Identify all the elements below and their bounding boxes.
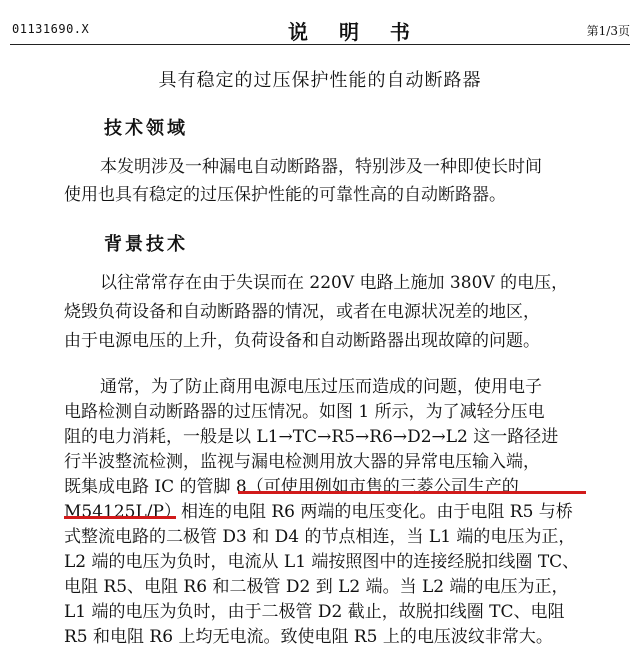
text-line: 电阻 R5、电阻 R6 和二极管 D2 到 L2 端。当 L2 端的电压为正， <box>64 577 569 597</box>
text-line: 既集成电路 IC 的管脚 8（可使用例如市售的三菱公司生产的 <box>64 477 519 497</box>
text-line: 使用也具有稳定的过压保护性能的可靠性高的自动断路器。 <box>64 185 506 205</box>
text-line: M54125L/P）相连的电阻 R6 两端的电压变化。由于电阻 R5 与桥 <box>64 502 573 522</box>
text-line: 通常，为了防止商用电源电压过压而造成的问题，使用电子 <box>100 377 542 397</box>
page-header <box>0 0 640 46</box>
document-type: 说 明 书 <box>288 20 422 44</box>
red-underline-annotation <box>64 516 176 519</box>
text-line: 式整流电路的二极管 D3 和 D4 的节点相连，当 L1 端的电压为正， <box>64 527 576 547</box>
text-line: 阻的电力消耗，一般是以 L1→TC→R5→R6→D2→L2 这一路径进 <box>64 427 559 447</box>
background-paragraph-1 <box>64 268 578 358</box>
text-line: 电路检测自动断路器的过压情况。如图 1 所示，为了减轻分压电 <box>64 402 545 422</box>
document-id: 01131690.X <box>12 22 90 36</box>
text-line: 本发明涉及一种漏电自动断路器，特别涉及一种即使长时间 <box>100 157 542 177</box>
text-line: 烧毁负荷设备和自动断路器的情况，或者在电源状况差的地区， <box>64 302 540 322</box>
red-underline-annotation <box>238 491 586 494</box>
text-line: 以往常常存在由于失误而在 220V 电路上施加 380V 的电压， <box>100 273 569 293</box>
text-line: R5 和电阻 R6 上均无电流。致使电阻 R5 上的电压波纹非常大。 <box>64 627 553 647</box>
page-number: 第1/3页 <box>586 24 630 38</box>
text-line: L2 端的电压为负时，电流从 L1 端按照图中的连接经脱扣线圈 TC、 <box>64 552 580 572</box>
section-heading-background: 背景技术 <box>104 234 188 255</box>
header-divider <box>10 44 630 45</box>
document-title: 具有稳定的过压保护性能的自动断路器 <box>158 70 482 91</box>
tech-field-paragraph <box>64 152 578 212</box>
text-line: 行半波整流检测，监视与漏电检测用放大器的异常电压输入端， <box>64 452 540 472</box>
text-line: L1 端的电压为负时，由于二极管 D2 截止，故脱扣线圈 TC、电阻 <box>64 602 565 622</box>
background-paragraph-2 <box>64 372 580 647</box>
text-line: 由于电源电压的上升，负荷设备和自动断路器出现故障的问题。 <box>64 331 540 351</box>
section-heading-tech-field: 技术领域 <box>104 118 188 139</box>
